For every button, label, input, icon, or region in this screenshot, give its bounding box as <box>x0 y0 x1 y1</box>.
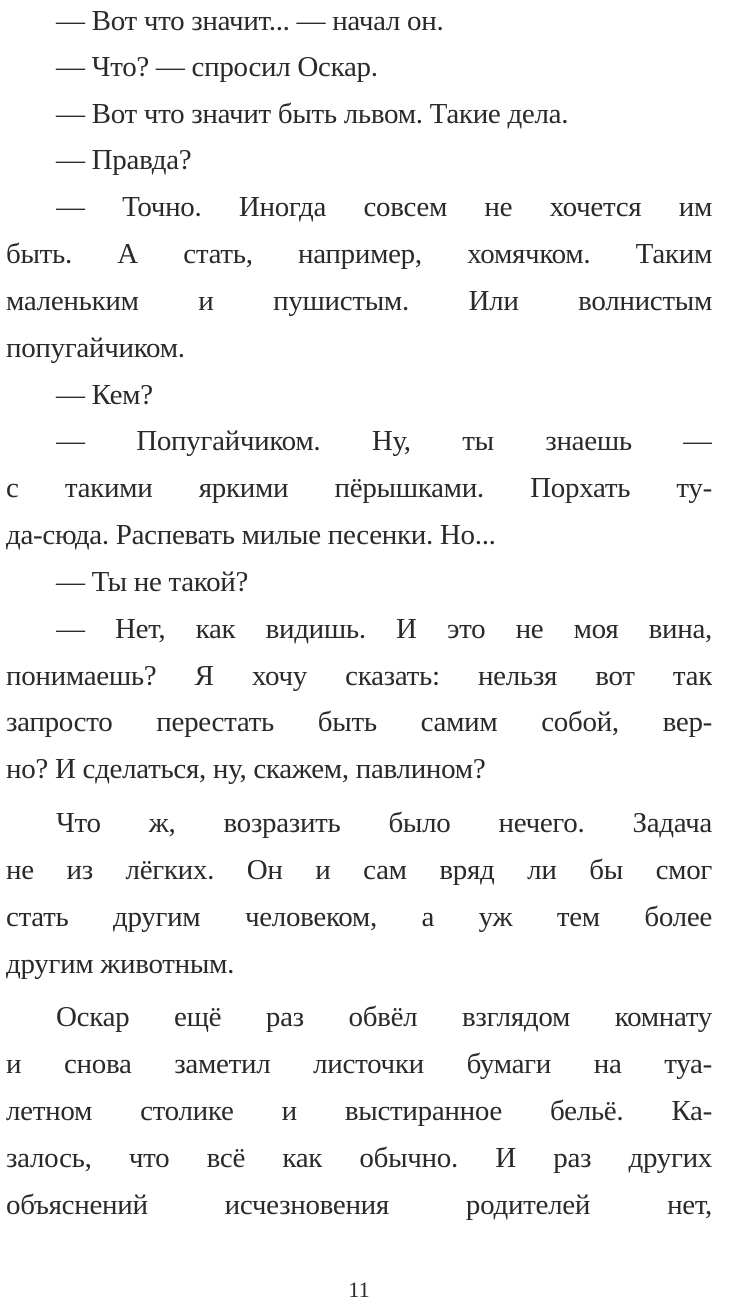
text-line: но? И сделаться, ну, скажем, павлином? <box>6 753 486 785</box>
text-line: и снова заметил листочки бумаги на туа- <box>6 1048 712 1080</box>
text-line: другим животным. <box>6 948 235 980</box>
text-line: понимаешь? Я хочу сказать: нельзя вот так <box>6 660 712 692</box>
text-line: попугайчиком. <box>6 332 185 364</box>
text-line: — Что? — спросил Оскар. <box>56 51 378 83</box>
text-line: — Точно. Иногда совсем не хочется им <box>56 191 712 223</box>
text-line: — Кем? <box>56 379 153 411</box>
text-line: — Попугайчиком. Ну, ты знаешь — <box>56 425 712 457</box>
text-line: стать другим человеком, а уж тем более <box>6 901 712 933</box>
text-line: летном столике и выстиранное бельё. Ка- <box>6 1095 712 1127</box>
text-line: Оскар ещё раз обвёл взглядом комнату <box>56 1001 712 1033</box>
text-line: запросто перестать быть самим собой, вер- <box>6 706 712 738</box>
text-line: — Нет, как видишь. И это не моя вина, <box>56 613 712 645</box>
text-line: маленьким и пушистым. Или волнистым <box>6 285 712 317</box>
text-line: не из лёгких. Он и сам вряд ли бы смог <box>6 854 712 886</box>
text-line: залось, что всё как обычно. И раз других <box>6 1142 712 1174</box>
page-number: 11 <box>348 1277 370 1302</box>
text-line: — Вот что значит... — начал он. <box>56 5 444 37</box>
text-line: да-сюда. Распевать милые песенки. Но... <box>6 519 496 551</box>
text-line: — Ты не такой? <box>56 566 249 598</box>
text-line: объяснений исчезновения родителей нет, <box>6 1189 712 1221</box>
text-line: с такими яркими пёрышками. Порхать ту- <box>6 472 712 504</box>
text-line: — Правда? <box>56 144 192 176</box>
text-line: Что ж, возразить было нечего. Задача <box>56 807 712 839</box>
text-line: — Вот что значит быть львом. Такие дела. <box>56 98 569 130</box>
text-line: быть. А стать, например, хомячком. Таким <box>6 238 712 270</box>
